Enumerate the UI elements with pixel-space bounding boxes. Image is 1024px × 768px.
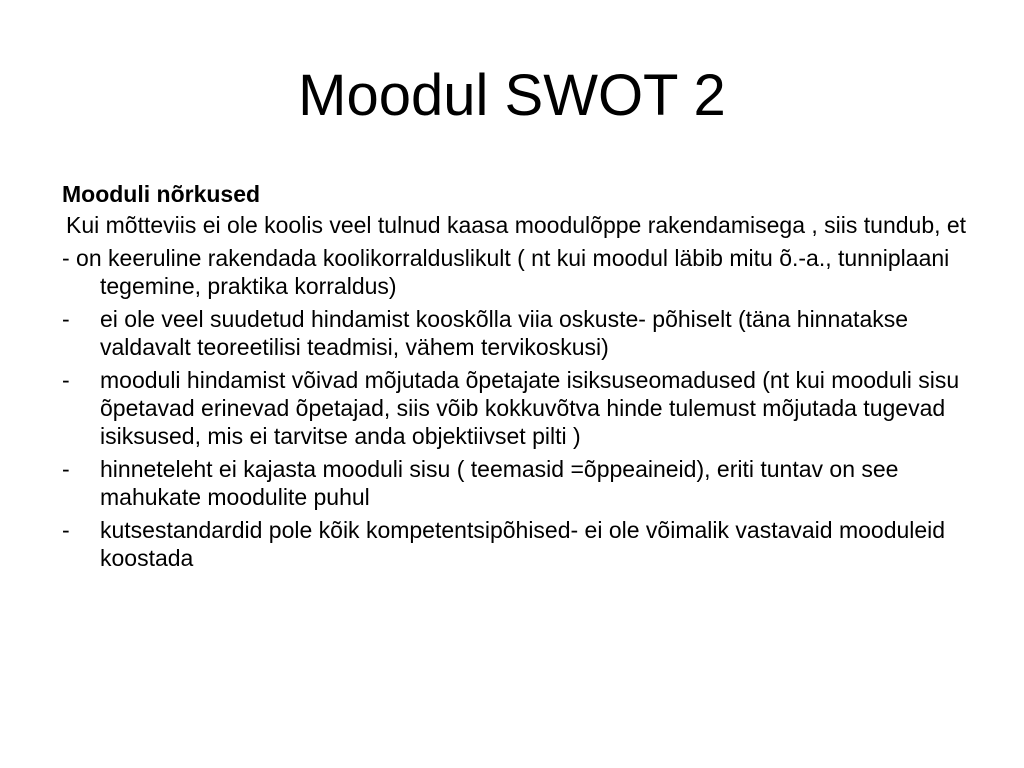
list-item-text: ei ole veel suudetud hindamist kooskõlla viia oskuste- põhiselt (täna hinnatakse valdavalt teoreetilisi teadmisi, vähem tervikoskusi) (100, 306, 909, 360)
list-item (62, 305, 972, 361)
section-heading: Mooduli nõrkused (62, 181, 261, 207)
bullet-dash: - (62, 456, 70, 482)
slide-body (62, 180, 972, 577)
bullet-dash: - (62, 517, 70, 543)
list-item-text: hinneteleht ei kajasta mooduli sisu ( teemasid =õppeaineid), eriti tuntav on see mahukate moodulite puhul (100, 456, 899, 510)
bullet-dash: - (62, 306, 70, 332)
intro-text: Kui mõtteviis ei ole koolis veel tulnud kaasa moodulõppe rakendamisega , siis tundub, et (66, 212, 967, 238)
list-item (62, 516, 972, 572)
bullet-dash: - (62, 367, 70, 393)
list-item: - on keeruline rakendada koolikorralduslikult ( nt kui moodul läbib mitu õ.-a., tunniplaani tegemine, praktika korraldus) (62, 245, 950, 299)
list-item-text: mooduli hindamist võivad mõjutada õpetajate isiksuseomadused (nt kui mooduli sisu õpetavad erinevad õpetajad, siis võib kokkuvõtva hinde tulemust mõjutada tugevad isiksused, mis ei tarvitse anda objektiivset pilti ) (100, 367, 960, 449)
list-item-text: kutsestandardid pole kõik kompetentsipõhised- ei ole võimalik vastavaid mooduleid koostada (100, 517, 946, 571)
list-item (62, 366, 972, 450)
slide-title: Moodul SWOT 2 (298, 63, 726, 128)
list-item (62, 455, 972, 511)
